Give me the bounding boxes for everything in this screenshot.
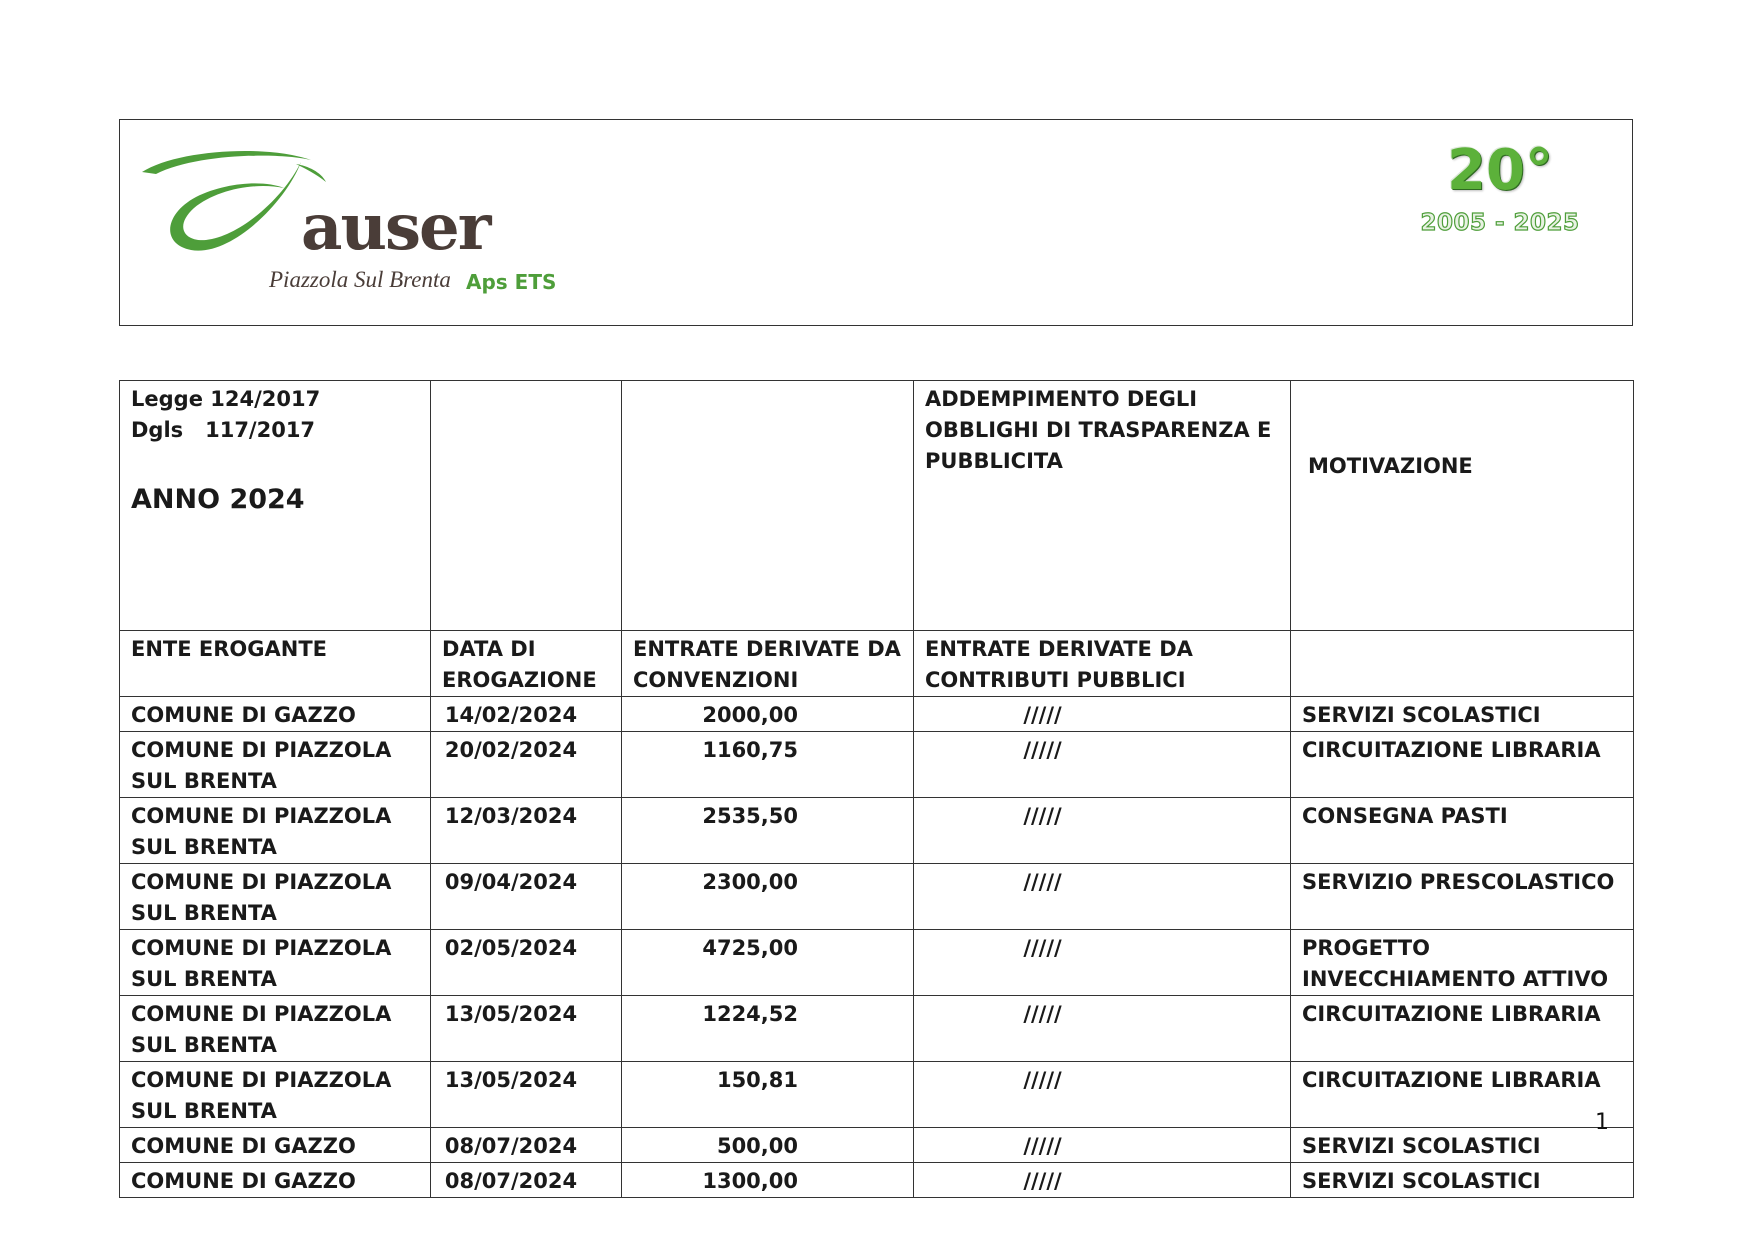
ente-cell: COMUNE DI GAZZO — [120, 1128, 431, 1163]
contributi-cell: ///// — [914, 697, 1291, 732]
ente-cell: COMUNE DI PIAZZOLA SUL BRENTA — [120, 930, 431, 996]
ente-cell: COMUNE DI PIAZZOLA SUL BRENTA — [120, 864, 431, 930]
column-header: DATA DI EROGAZIONE — [431, 631, 622, 697]
anniversary-years: 2005 - 2025 — [1420, 209, 1580, 236]
transparency-table — [119, 380, 1634, 1198]
ente-cell: COMUNE DI GAZZO — [120, 1163, 431, 1198]
table-row — [120, 732, 1634, 798]
motivazione-cell: SERVIZI SCOLASTICI — [1291, 697, 1634, 732]
date-cell: 14/02/2024 — [431, 697, 622, 732]
year-label: ANNO 2024 — [131, 484, 305, 515]
convenzioni-cell: 1300,00 — [622, 1163, 914, 1198]
logo-suffix: Aps ETS — [466, 270, 557, 294]
motivazione-cell: CONSEGNA PASTI — [1291, 798, 1634, 864]
logo-wordmark: auser — [301, 190, 490, 265]
date-cell: 08/07/2024 — [431, 1128, 622, 1163]
motivazione-cell: CIRCUITAZIONE LIBRARIA — [1291, 732, 1634, 798]
contributi-cell: ///// — [914, 930, 1291, 996]
empty-cell — [431, 381, 622, 631]
empty-cell — [622, 381, 914, 631]
column-header: ENTE EROGANTE — [120, 631, 431, 697]
contributi-cell: ///// — [914, 996, 1291, 1062]
table-row — [120, 996, 1634, 1062]
contributi-cell: ///// — [914, 1163, 1291, 1198]
date-cell: 08/07/2024 — [431, 1163, 622, 1198]
table-row — [120, 1062, 1634, 1128]
motivazione-cell: CIRCUITAZIONE LIBRARIA — [1291, 1062, 1634, 1128]
contributi-cell: ///// — [914, 798, 1291, 864]
convenzioni-cell: 2000,00 — [622, 697, 914, 732]
contributi-cell: ///// — [914, 1062, 1291, 1128]
convenzioni-cell: 4725,00 — [622, 930, 914, 996]
convenzioni-cell: 1224,52 — [622, 996, 914, 1062]
logo-place: Piazzola Sul Brenta — [269, 267, 451, 292]
table-row — [120, 798, 1634, 864]
date-cell: 13/05/2024 — [431, 1062, 622, 1128]
law-line-1: Legge 124/2017 — [131, 387, 321, 411]
motivazione-cell: PROGETTO INVECCHIAMENTO ATTIVO — [1291, 930, 1634, 996]
column-header — [1291, 631, 1634, 697]
table-row — [120, 864, 1634, 930]
contributi-cell: ///// — [914, 732, 1291, 798]
date-cell: 12/03/2024 — [431, 798, 622, 864]
law-line-2: Dgls 117/2017 — [131, 418, 316, 442]
motivazione-cell: SERVIZI SCOLASTICI — [1291, 1128, 1634, 1163]
motivazione-cell: SERVIZI SCOLASTICI — [1291, 1163, 1634, 1198]
convenzioni-cell: 1160,75 — [622, 732, 914, 798]
anniversary-number: 20° — [1447, 138, 1553, 203]
column-header-row — [120, 631, 1634, 697]
ente-cell: COMUNE DI PIAZZOLA SUL BRENTA — [120, 798, 431, 864]
auser-logo — [136, 142, 576, 292]
convenzioni-cell: 500,00 — [622, 1128, 914, 1163]
date-cell: 13/05/2024 — [431, 996, 622, 1062]
date-cell: 20/02/2024 — [431, 732, 622, 798]
motivazione-cell: SERVIZIO PRESCOLASTICO — [1291, 864, 1634, 930]
table-row — [120, 930, 1634, 996]
convenzioni-cell: 2300,00 — [622, 864, 914, 930]
motivation-header: MOTIVAZIONE — [1291, 381, 1634, 631]
ente-cell: COMUNE DI GAZZO — [120, 697, 431, 732]
table-row — [120, 697, 1634, 732]
contributi-cell: ///// — [914, 1128, 1291, 1163]
column-header: ENTRATE DERIVATE DA CONVENZIONI — [622, 631, 914, 697]
date-cell: 02/05/2024 — [431, 930, 622, 996]
law-cell — [120, 381, 431, 631]
convenzioni-cell: 2535,50 — [622, 798, 914, 864]
table-top-row — [120, 381, 1634, 631]
convenzioni-cell: 150,81 — [622, 1062, 914, 1128]
table-row — [120, 1163, 1634, 1198]
ente-cell: COMUNE DI PIAZZOLA SUL BRENTA — [120, 732, 431, 798]
ente-cell: COMUNE DI PIAZZOLA SUL BRENTA — [120, 1062, 431, 1128]
contributi-cell: ///// — [914, 864, 1291, 930]
date-cell: 09/04/2024 — [431, 864, 622, 930]
motivazione-cell: CIRCUITAZIONE LIBRARIA — [1291, 996, 1634, 1062]
anniversary-badge — [1420, 140, 1580, 235]
table-row — [120, 1128, 1634, 1163]
obligations-cell: ADDEMPIMENTO DEGLI OBBLIGHI DI TRASPARENZA E PUBBLICITA — [914, 381, 1291, 631]
header-box — [119, 119, 1633, 326]
page-number: 1 — [1595, 1110, 1609, 1135]
column-header: ENTRATE DERIVATE DA CONTRIBUTI PUBBLICI — [914, 631, 1291, 697]
ente-cell: COMUNE DI PIAZZOLA SUL BRENTA — [120, 996, 431, 1062]
